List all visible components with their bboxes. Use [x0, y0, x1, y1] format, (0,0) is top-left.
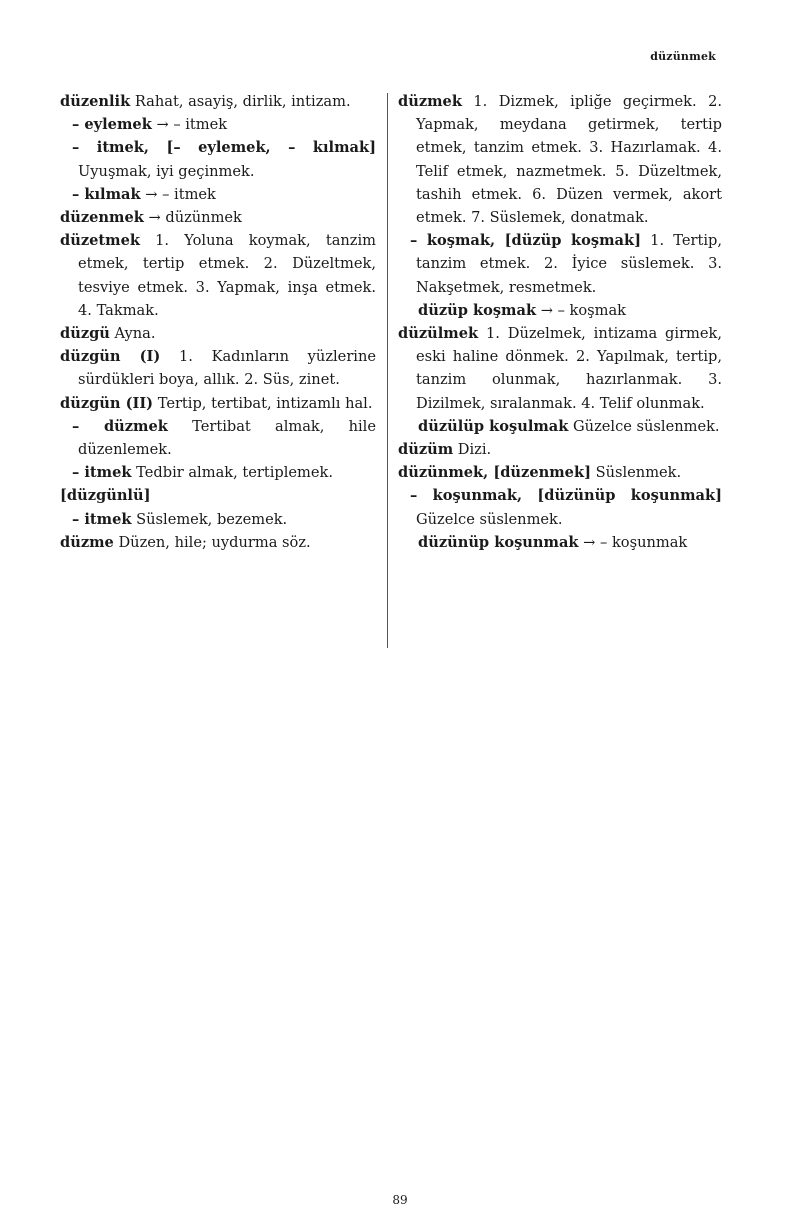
entry-definition: Süslenmek.: [590, 464, 682, 482]
dictionary-entry: [60, 229, 376, 322]
dictionary-entry: [60, 136, 376, 182]
entry-definition: 1. Kadınların yüzlerine sürdükleri boya, allık. 2. Süs, zinet.: [78, 348, 376, 389]
entry-headword: [düzgünlü]: [60, 487, 151, 505]
entry-definition: Düzen, hile; uydurma söz.: [113, 533, 311, 551]
entry-definition: Güzelce süslenmek.: [568, 417, 720, 435]
dictionary-entry: [60, 206, 376, 229]
dictionary-entry: [60, 531, 376, 554]
dictionary-entry: [60, 90, 376, 113]
dictionary-entry: [60, 113, 376, 136]
dictionary-entry: [398, 322, 722, 415]
entry-definition: Tedbir almak, tertiplemek.: [131, 464, 333, 482]
entry-definition: → – itmek: [151, 116, 228, 134]
entry-headword: – kılmak: [72, 185, 141, 203]
entry-headword: düzüm: [398, 441, 454, 459]
entry-definition: Tertibat almak, hile düzenlemek.: [78, 417, 376, 459]
entry-headword: – düzmek: [72, 417, 168, 435]
entry-headword: düzgün (I): [60, 348, 161, 366]
entry-definition: → – koşunmak: [578, 533, 688, 551]
entry-headword: düzmek: [398, 93, 462, 110]
entry-headword: düzülüp koşulmak: [418, 417, 569, 435]
entry-definition: Süslemek, bezemek.: [131, 510, 288, 528]
entry-definition: Güzelce süslenmek.: [416, 510, 563, 528]
entry-definition: Tertip, tertibat, intizamlı hal.: [153, 394, 373, 412]
dictionary-entry: [398, 531, 722, 554]
dictionary-entry: [60, 484, 376, 507]
entry-definition: 1. Dizmek, ipliğe geçirmek. 2. Yapmak, meydana getirmek, tertip etmek, tanzim etmek. 3. Hazırlamak. 4. Telif etmek, nazmetmek. 5. Düzeltmek, tashih etmek. 6. Düzen vermek, akort etmek. 7. Süslemek, donatmak.: [416, 93, 722, 227]
dictionary-entry: [398, 415, 722, 438]
entry-headword: düzüp koşmak: [418, 301, 537, 319]
dictionary-entry: [60, 392, 376, 415]
entry-definition: 1. Düzelmek, intizama girmek, eski haline dönmek. 2. Yapılmak, tertip, tanzim olunmak, hazırlanmak. 3. Dizilmek, sıralanmak. 4. Telif olunmak.: [416, 325, 722, 412]
page-number: 89: [392, 1193, 408, 1207]
entry-headword: düzenlik: [60, 93, 131, 110]
entry-headword: düzülmek: [398, 325, 479, 343]
dictionary-entry: [60, 508, 376, 531]
entry-definition: → – koşmak: [536, 301, 627, 319]
dictionary-entry: [398, 229, 722, 299]
entry-headword: – koşunmak, [düzünüp koşunmak]: [410, 487, 722, 505]
right-column: [398, 90, 722, 554]
entry-definition: Ayna.: [109, 325, 156, 343]
dictionary-entry: [398, 461, 722, 484]
running-head: düzünmek: [650, 50, 716, 63]
entry-headword: düzgü: [60, 325, 110, 343]
dictionary-entry: [398, 299, 722, 322]
entry-headword: – koşmak, [düzüp koşmak]: [410, 232, 642, 250]
entry-headword: düzme: [60, 533, 114, 551]
entry-headword: – eylemek: [72, 116, 152, 134]
dictionary-entry: [398, 90, 722, 229]
column-divider: [387, 93, 388, 648]
dictionary-entry: [60, 183, 376, 206]
entry-headword: – itmek: [72, 510, 132, 528]
entry-headword: düzenmek: [60, 209, 144, 227]
entry-headword: – itmek, [– eylemek, – kılmak]: [72, 139, 376, 157]
dictionary-entry: [60, 461, 376, 484]
entry-headword: düzetmek: [60, 232, 140, 250]
entry-definition: Uyuşmak, iyi geçinmek.: [78, 162, 255, 180]
dictionary-entry: [398, 484, 722, 530]
entry-headword: düzünüp koşunmak: [418, 533, 579, 551]
entry-headword: düzgün (II): [60, 394, 154, 412]
entry-headword: – itmek: [72, 464, 132, 482]
entry-definition: → – itmek: [140, 185, 216, 203]
dictionary-entry: [60, 345, 376, 391]
entry-definition: 1. Yoluna koymak, tanzim etmek, tertip etmek. 2. Düzeltmek, tesviye etmek. 3. Yapmak, inşa etmek. 4. Takmak.: [78, 232, 376, 319]
dictionary-entry: [60, 322, 376, 345]
entry-definition: 1. Tertip, tanzim etmek. 2. İyice süslemek. 3. Nakşetmek, resmetmek.: [416, 232, 722, 296]
entry-definition: Rahat, asayiş, dirlik, intizam.: [130, 93, 351, 110]
entry-definition: Dizi.: [453, 441, 492, 459]
entry-headword: düzünmek, [düzenmek]: [398, 464, 591, 482]
entry-definition: → düzünmek: [143, 209, 242, 227]
dictionary-entry: [398, 438, 722, 461]
dictionary-entry: [60, 415, 376, 461]
left-column: [60, 90, 376, 554]
